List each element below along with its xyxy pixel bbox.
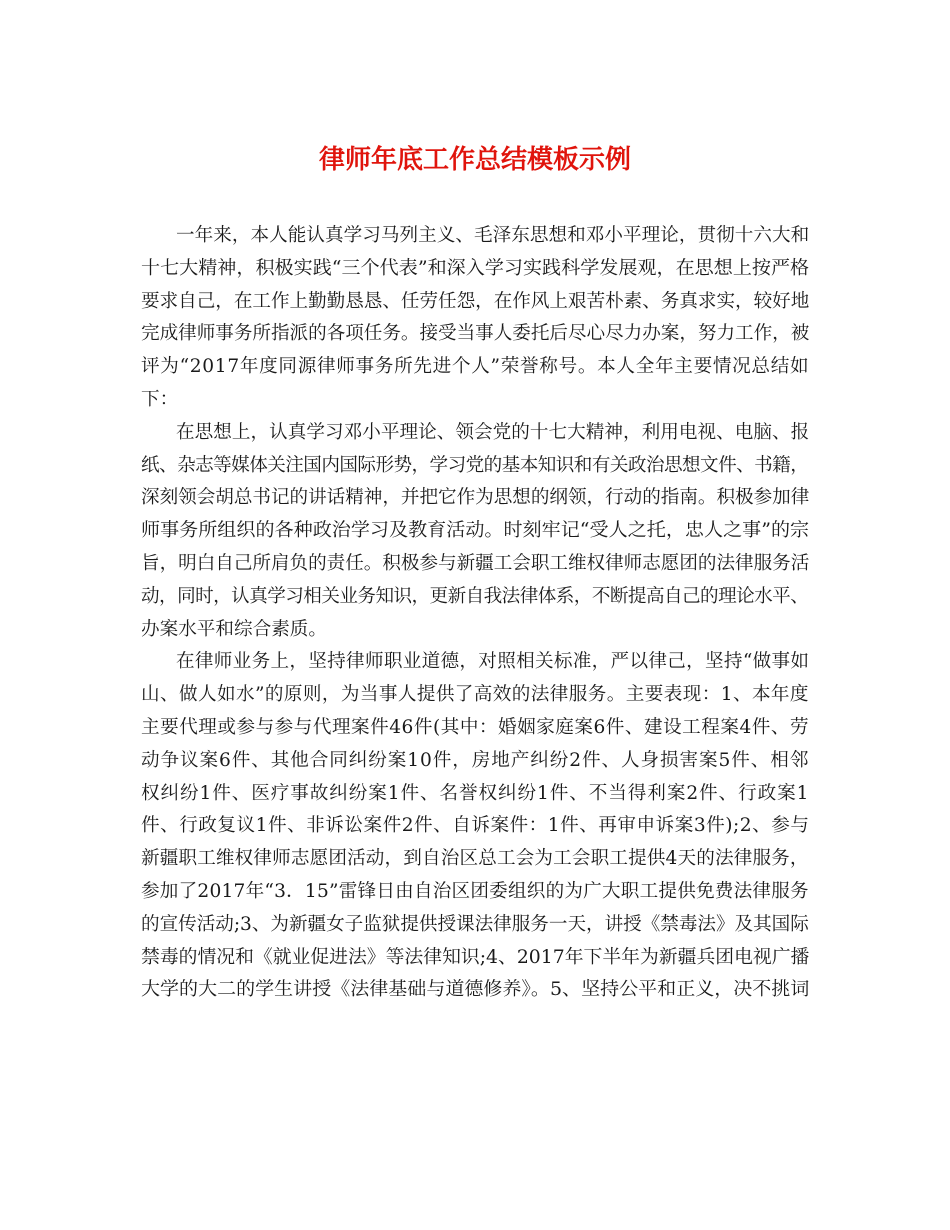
- body-line: 下：: [141, 389, 179, 410]
- body-line: 的宣传活动;3、为新疆女子监狱提供授课法律服务一天，讲授《禁毒法》及其国际: [141, 913, 809, 935]
- body-line: 评为“2017年度同源律师事务所先进个人”荣誉称号。本人全年主要情况总结如: [141, 356, 810, 378]
- body-line: 大学的大二的学生讲授《法律基础与道德修养》。5、坚持公平和正义，决不挑词: [141, 979, 810, 1001]
- body-line: 山、做人如水”的原则，为当事人提供了高效的法律服务。主要表现：1、本年度: [141, 684, 809, 706]
- body-line: 参加了2017年“3．15”雷锋日由自治区团委组织的为广大职工提供免费法律服务: [141, 881, 809, 902]
- body-line: 旨，明白自己所肩负的责任。积极参与新疆工会职工维权律师志愿团的法律服务活: [141, 553, 810, 574]
- body-line: 要求自己，在工作上勤勤恳恳、任劳任怨，在作风上艰苦朴素、务真求实，较好地: [141, 290, 810, 312]
- body-line: 一年来，本人能认真学习马列主义、毛泽东思想和邓小平理论，贯彻十六大和: [176, 225, 810, 246]
- body-line: 动争议案6件、其他合同纠纷案10件，房地产纠纷2件、人身损害案5件、相邻: [141, 749, 810, 771]
- body-line: 禁毒的情况和《就业促进法》等法律知识;4、2017年下半年为新疆兵团电视广播: [141, 946, 810, 968]
- body-line: 办案水平和综合素质。: [141, 618, 327, 640]
- document-title: 律师年底工作总结模板示例: [318, 145, 631, 175]
- body-line: 在律师业务上，坚持律师职业道德，对照相关标准，严以律己，坚持“做事如: [176, 651, 810, 673]
- body-line: 权纠纷1件、医疗事故纠纷案1件、名誉权纠纷1件、不当得利案2件、行政案1: [141, 782, 810, 804]
- body-line: 深刻领会胡总书记的讲话精神，并把它作为思想的纲领，行动的指南。积极参加律: [141, 487, 810, 509]
- body-line: 纸、杂志等媒体关注国内国际形势，学习党的基本知识和有关政治思想文件、书籍，: [141, 454, 809, 476]
- body-line: 件、行政复议1件、非诉讼案件2件、自诉案件：1件、再审申诉案3件);2、参与: [141, 815, 810, 837]
- body-line: 完成律师事务所指派的各项任务。接受当事人委托后尽心尽力办案，努力工作，被: [141, 323, 810, 345]
- body-line: 主要代理或参与参与代理案件46件(其中：婚姻家庭案6件、建设工程案4件、劳: [141, 717, 810, 738]
- body-line: 师事务所组织的各种政治学习及教育活动。时刻牢记“受人之托，忠人之事”的宗: [141, 520, 810, 542]
- body-line: 新疆职工维权律师志愿团活动，到自治区总工会为工会职工提供4天的法律服务，: [141, 848, 809, 870]
- body-line: 十七大精神，积极实践“三个代表”和深入学习实践科学发展观，在思想上按严格: [141, 257, 810, 279]
- body-line: 动，同时，认真学习相关业务知识，更新自我法律体系，不断提高自己的理论水平、: [141, 585, 809, 607]
- body-line: 在思想上，认真学习邓小平理论、领会党的十七大精神，利用电视、电脑、报: [176, 421, 810, 443]
